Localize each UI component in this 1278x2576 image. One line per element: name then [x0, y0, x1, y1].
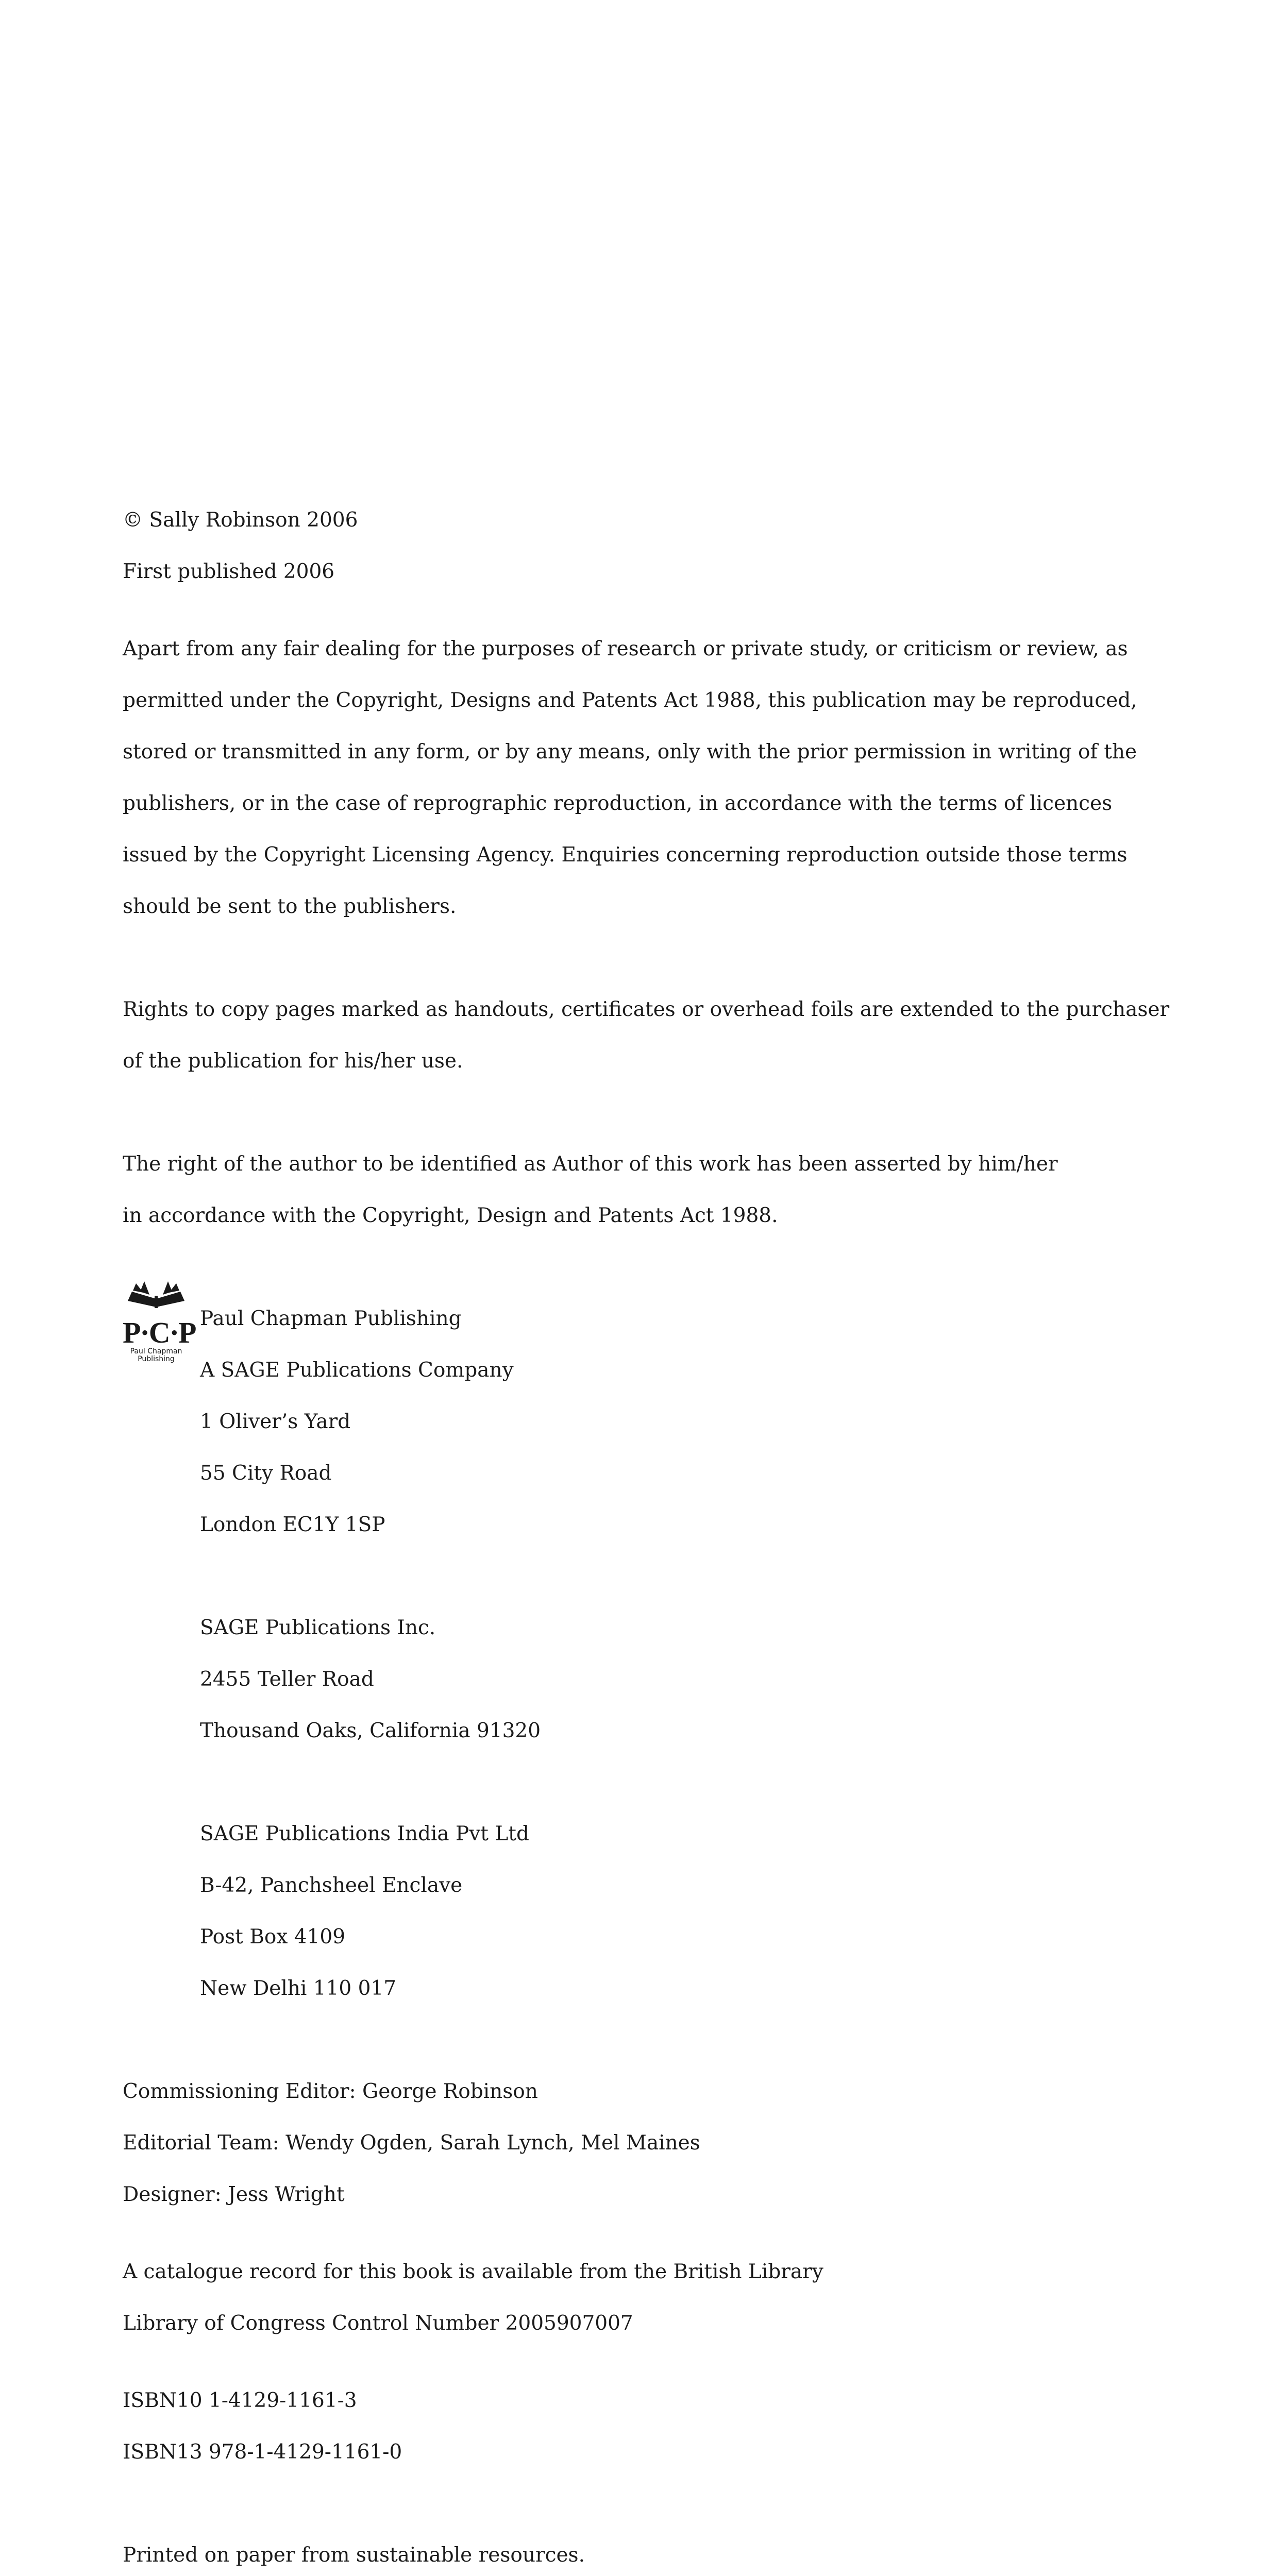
printing-line: Printed on paper from sustainable resources.: [123, 2544, 585, 2567]
logo-line-1: Paul Chapman: [130, 1347, 182, 1355]
logo-line-2: Publishing: [138, 1355, 175, 1363]
address-line: B-42, Panchsheel Enclave: [200, 1874, 463, 1897]
rights-line: publishers, or in the case of reprographic reproduction, in accordance with the terms of licences: [123, 792, 1113, 815]
catalogue-line: A catalogue record for this book is available from the British Library: [123, 2260, 823, 2283]
copyright-text-block: [123, 507, 1195, 2576]
address-line: London EC1Y 1SP: [200, 1513, 385, 1536]
credit-line: Designer: Jess Wright: [123, 2183, 345, 2206]
rights-line: Apart from any fair dealing for the purposes of research or private study, or criticism or review, as: [123, 637, 1128, 660]
address-line: Thousand Oaks, California 91320: [200, 1719, 541, 1742]
address-line: 2455 Teller Road: [200, 1668, 374, 1691]
handouts-line: Rights to copy pages marked as handouts, certificates or overhead foils are extended to the purchaser: [123, 998, 1170, 1021]
rights-line: issued by the Copyright Licensing Agency. Enquiries concerning reproduction outside those terms: [123, 843, 1128, 867]
author-line: The right of the author to be identified as Author of this work has been asserted by him/her: [123, 1153, 1058, 1176]
printing-block: [123, 2517, 1195, 2576]
address-india: [200, 1795, 1195, 2027]
isbn-line: ISBN13 978-1-4129-1161-0: [123, 2441, 402, 2464]
rights-line: stored or transmitted in any form, or by any means, only with the prior permission in writing of the: [123, 740, 1137, 764]
copyright-line: © Sally Robinson 2006: [123, 509, 358, 532]
author-line: in accordance with the Copyright, Design and Patents Act 1988.: [123, 1204, 778, 1227]
author-rights-paragraph: [123, 1126, 1195, 1255]
address-us: [200, 1589, 1195, 1770]
rights-paragraph: [123, 611, 1195, 945]
address-line: SAGE Publications Inc.: [200, 1616, 436, 1639]
credits: [123, 2053, 1195, 2233]
rights-line: permitted under the Copyright, Designs and Patents Act 1988, this publication may be reproduced,: [123, 689, 1137, 712]
isbn-line: ISBN10 1-4129-1161-3: [123, 2389, 357, 2412]
address-line: 55 City Road: [200, 1462, 332, 1485]
rights-line: should be sent to the publishers.: [123, 895, 457, 918]
handouts-paragraph: [123, 971, 1195, 1100]
credit-line: Commissioning Editor: George Robinson: [123, 2080, 538, 2103]
address-line: Post Box 4109: [200, 1925, 346, 1948]
address-line: SAGE Publications India Pvt Ltd: [200, 1822, 529, 1845]
credit-line: Editorial Team: Wendy Ogden, Sarah Lynch, Mel Maines: [123, 2131, 700, 2155]
pcp-monogram: P·C·P: [123, 1316, 196, 1349]
isbn-block: [123, 2362, 1195, 2491]
address-line: 1 Oliver’s Yard: [200, 1410, 351, 1433]
address-line: A SAGE Publications Company: [200, 1359, 514, 1382]
publisher-addresses: [123, 1280, 1195, 2027]
address-line: Paul Chapman Publishing: [200, 1307, 462, 1330]
address-line: New Delhi 110 017: [200, 1977, 397, 2000]
pcp-logo: [123, 1280, 196, 1368]
open-book-icon: [123, 1280, 190, 1311]
first-published-line: First published 2006: [123, 560, 335, 583]
handouts-line: of the publication for his/her use.: [123, 1049, 463, 1073]
address-uk: [200, 1280, 1195, 1564]
loc-number-line: Library of Congress Control Number 2005907007: [123, 2312, 633, 2335]
